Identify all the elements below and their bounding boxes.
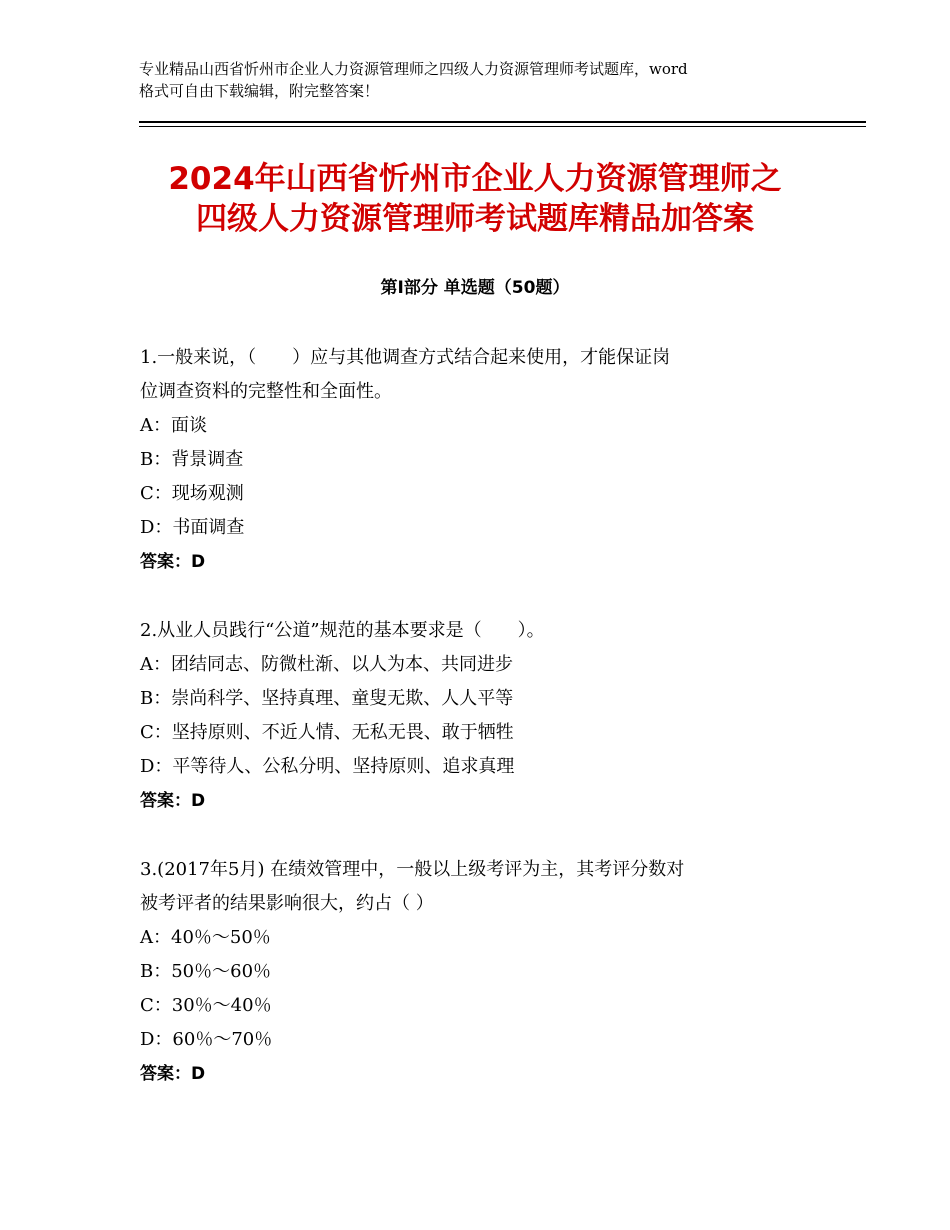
answer: 答案：D <box>140 552 206 572</box>
option-b: B：崇尚科学、坚持真理、童叟无欺、人人平等 <box>140 688 514 709</box>
header-note-line-2: 格式可自由下载编辑，附完整答案！ <box>139 82 380 100</box>
option-c: C：现场观测 <box>140 483 244 504</box>
question-stem-line-1: 3.(2017年5月) 在绩效管理中，一般以上级考评为主，其考评分数对 <box>140 859 685 880</box>
option-d: D：平等待人、公私分明、坚持原则、追求真理 <box>140 756 515 777</box>
document-title <box>100 159 850 239</box>
answer: 答案：D <box>140 791 206 811</box>
question-2 <box>140 614 820 818</box>
option-a: A：40％～50％ <box>140 927 271 948</box>
section-title: 第Ⅰ部分 单选题（50题） <box>380 278 570 298</box>
option-d: D：书面调查 <box>140 517 245 538</box>
option-b: B：50％～60％ <box>140 961 272 982</box>
option-d: D：60％～70％ <box>140 1029 273 1050</box>
question-stem-line-2: 位调查资料的完整性和全面性。 <box>140 381 392 402</box>
option-c: C：坚持原则、不近人情、无私无畏、敢于牺牲 <box>140 722 514 743</box>
question-1 <box>140 341 820 579</box>
question-3 <box>140 853 820 1091</box>
header-divider <box>139 121 866 123</box>
header-note <box>139 58 829 102</box>
question-stem-line-2: 被考评者的结果影响很大，约占（ ） <box>140 893 434 914</box>
document-title-line-1: 2024年山西省忻州市企业人力资源管理师之 <box>168 161 782 197</box>
question-stem-line-1: 1.一般来说，（ ）应与其他调查方式结合起来使用，才能保证岗 <box>140 347 671 368</box>
option-b: B：背景调查 <box>140 449 244 470</box>
option-a: A：团结同志、防微杜渐、以人为本、共同进步 <box>140 654 513 675</box>
answer: 答案：D <box>140 1064 206 1084</box>
header-divider-thin <box>139 126 866 127</box>
document-title-line-2: 四级人力资源管理师考试题库精品加答案 <box>196 201 754 237</box>
option-c: C：30％～40％ <box>140 995 272 1016</box>
header-note-line-1: 专业精品山西省忻州市企业人力资源管理师之四级人力资源管理师考试题库，word <box>139 60 688 78</box>
option-a: A：面谈 <box>140 415 207 436</box>
question-stem-line-1: 2.从业人员践行“公道”规范的基本要求是（ ）。 <box>140 620 545 641</box>
